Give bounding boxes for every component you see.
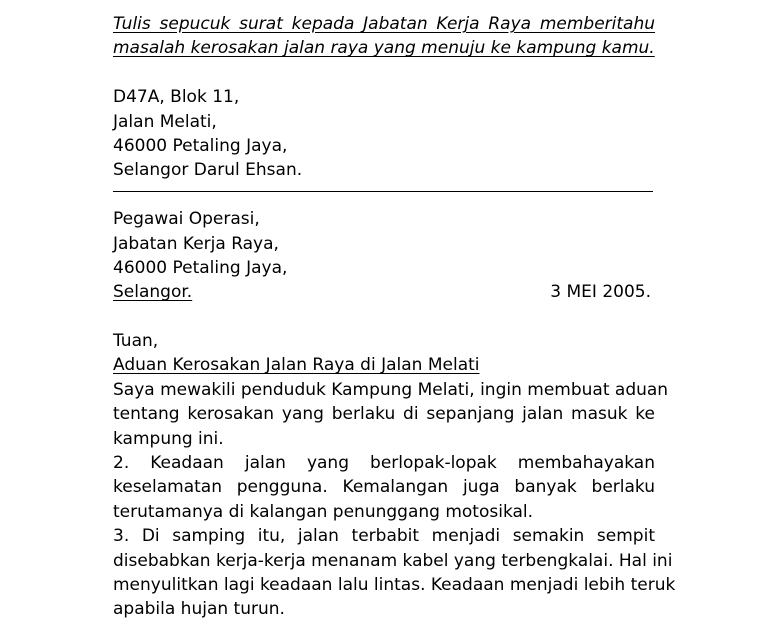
divider-line — [113, 191, 653, 192]
recipient-date-row — [113, 280, 651, 304]
sender-address-line: D47A, Blok 11, — [113, 87, 240, 108]
paragraph-line: kampung ini. — [113, 428, 224, 449]
sender-address-line: Jalan Melati, — [113, 111, 217, 132]
paragraph-line: apabila hujan turun. — [113, 599, 285, 620]
letter-subject: Aduan Kerosakan Jalan Raya di Jalan Melati — [113, 355, 480, 376]
task-instruction-line-1: Tulis sepucuk surat kepada Jabatan Kerja Raya memberitahu — [113, 14, 655, 34]
spacer — [113, 61, 655, 85]
sender-address — [113, 85, 655, 183]
task-instruction-line-2: masalah kerosakan jalan raya yang menuju ke kampung kamu. — [113, 38, 655, 59]
recipient-address-line: Selangor. — [113, 282, 193, 303]
letter-page — [113, 12, 676, 622]
salutation: Tuan, — [113, 331, 159, 352]
paragraph-line: menyulitkan lagi keadaan lalu lintas. Keadaan menjadi lebih teruk — [113, 574, 676, 595]
paragraph-line: disebabkan kerja-kerja menanam kabel yang terbengkalai. Hal ini — [113, 550, 673, 571]
spacer — [113, 305, 655, 329]
paragraph-3 — [113, 524, 676, 622]
recipient-address-line: Jabatan Kerja Raya, — [113, 233, 279, 254]
recipient-address-line: Pegawai Operasi, — [113, 209, 260, 230]
paragraph-line: keselamatan pengguna. Kemalangan juga banyak berlaku — [113, 477, 655, 498]
sender-address-line: 46000 Petaling Jaya, — [113, 135, 288, 156]
recipient-address-line: 46000 Petaling Jaya, — [113, 257, 288, 278]
paragraph-line: terutamanya di kalangan penunggang motosikal. — [113, 501, 534, 522]
letter-date: 3 MEI 2005. — [550, 282, 651, 303]
sender-address-line: Selangor Darul Ehsan. — [113, 160, 303, 181]
paragraph-1 — [113, 378, 669, 451]
paragraph-line: 2. Keadaan jalan yang berlopak-lopak membahayakan — [113, 453, 655, 474]
recipient-address — [113, 207, 655, 305]
address-divider — [113, 183, 655, 207]
paragraph-2 — [113, 451, 655, 524]
paragraph-line: Saya mewakili penduduk Kampung Melati, ingin membuat aduan — [113, 379, 669, 400]
paragraph-line: 3. Di samping itu, jalan terbabit menjadi semakin sempit — [113, 526, 655, 547]
paragraph-line: tentang kerosakan yang berlaku di sepanjang jalan masuk ke — [113, 404, 655, 425]
